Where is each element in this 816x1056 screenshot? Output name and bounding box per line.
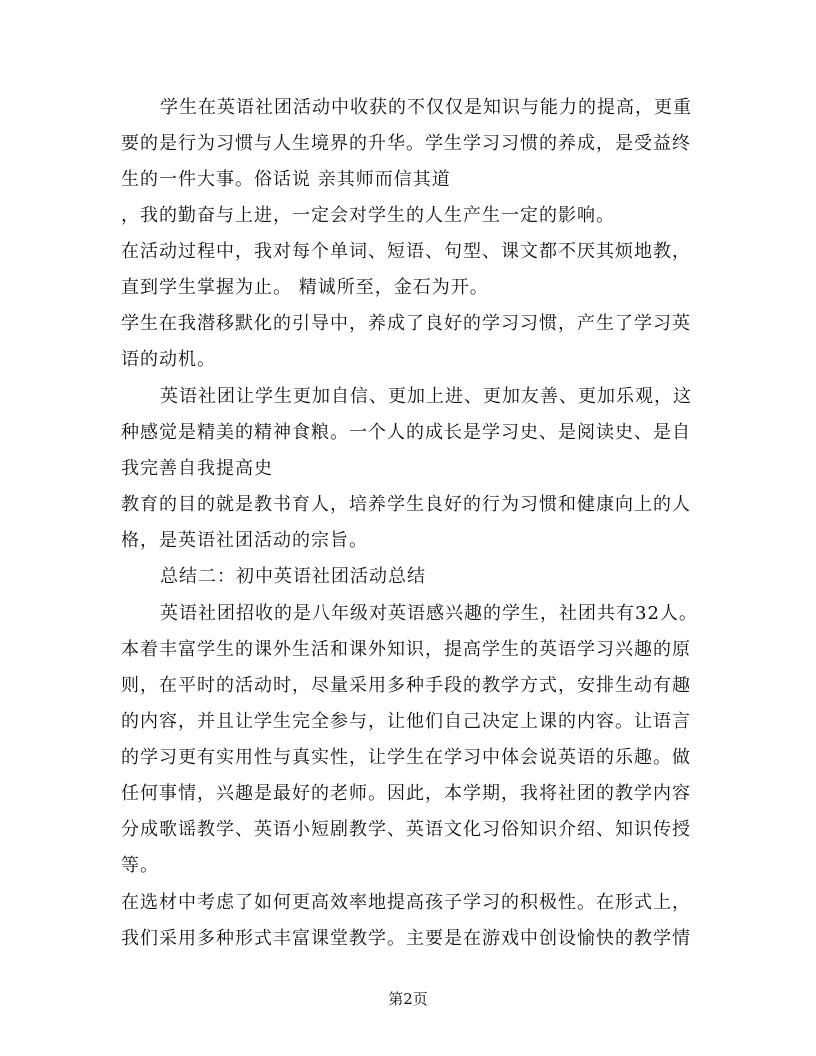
text-line: 教育的目的就是教书育人，培养学生良好的行为习惯和健康向上的人: [121, 494, 691, 515]
text-line: 直到学生掌握为止。 精诚所至，金石为开。: [121, 277, 489, 298]
text-line: 学生在英语社团活动中收获的不仅仅是知识与能力的提高，更重: [160, 97, 692, 118]
text-line: 等。: [121, 855, 159, 876]
text-line: 种感觉是精美的精神食粮。一个人的成长是学习史、是阅读史、是自: [121, 422, 691, 443]
text-line: 英语社团招收的是八年级对英语感兴趣的学生，社团共有32人。: [160, 603, 698, 624]
text-line: 格，是英语社团活动的宗旨。: [121, 530, 368, 551]
text-line: 的内容，并且让学生完全参与，让他们自己决定上课的内容。让语言: [121, 711, 691, 732]
text-line: 生的一件大事。俗话说 亲其师而信其道: [121, 169, 451, 190]
text-line: 分成歌谣教学、英语小短剧教学、英语文化习俗知识介绍、知识传授: [121, 819, 691, 840]
text-line: 英语社团让学生更加自信、更加上进、更加友善、更加乐观，这: [160, 386, 692, 407]
text-line: 的学习更有实用性与真实性，让学生在学习中体会说英语的乐趣。做: [121, 747, 691, 768]
text-line: 在选材中考虑了如何更高效率地提高孩子学习的积极性。在形式上，: [121, 892, 691, 913]
text-line: 则，在平时的活动时，尽量采用多种手段的教学方式，安排生动有趣: [121, 675, 691, 696]
text-line: 要的是行为习惯与人生境界的升华。学生学习习惯的养成，是受益终: [121, 133, 691, 154]
text-line: 我们采用多种形式丰富课堂教学。主要是在游戏中创设愉快的教学情: [121, 928, 691, 949]
section-heading: 总结二：初中英语社团活动总结: [160, 566, 426, 587]
text-line: 本着丰富学生的课外生活和课外知识，提高学生的英语学习兴趣的原: [121, 639, 691, 660]
text-line: 在活动过程中，我对每个单词、短语、句型、课文都不厌其烦地教，: [121, 241, 691, 262]
page-number: 第2页: [388, 990, 428, 1008]
text-line: 我完善自我提高史: [121, 458, 273, 479]
text-line: 学生在我潜移默化的引导中，养成了良好的学习习惯，产生了学习英: [121, 313, 691, 334]
text-line: ，我的勤奋与上进，一定会对学生的人生产生一定的影响。: [121, 205, 615, 226]
text-line: 任何事情，兴趣是最好的老师。因此，本学期，我将社团的教学内容: [121, 783, 691, 804]
text-line: 语的动机。: [121, 349, 216, 370]
